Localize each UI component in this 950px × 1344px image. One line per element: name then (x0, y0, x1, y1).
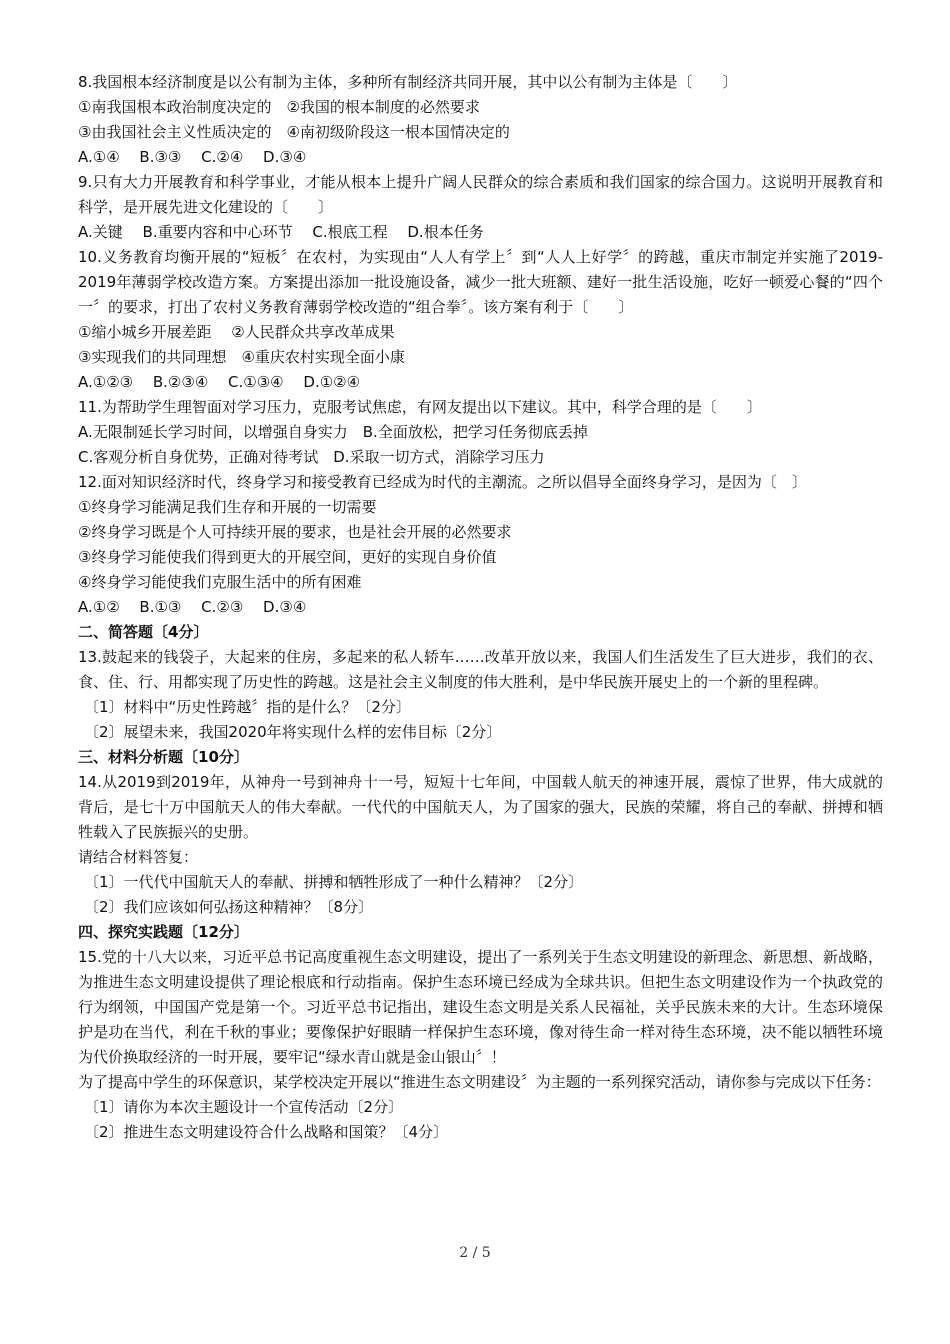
text-line: 为了提高中学生的环保意识，某学校决定开展以“推进生态文明建设〞为主题的一系列探究活动，请你参与完成以下任务： (78, 1073, 881, 1091)
text-line: 13.鼓起来的钱袋子，大起来的住房，多起来的私人轿车……改革开放以来，我国人们生活发生了巨大进步，我们的衣、食、住、行、用都实现了历史性的跨越。这是社会主义制度的伟大胜利，是中华民族开展史上的一个新的里程碑。 (78, 648, 883, 691)
text-line: ①南我国根本政治制度决定的 ②我国的根本制度的必然要求 (78, 98, 480, 116)
text-line: 〔1〕材料中“历史性跨越〞指的是什么？〔2分〕 (84, 698, 411, 716)
text-line: A.关键 B.重要内容和中心环节 C.根底工程 D.根本任务 (78, 223, 484, 241)
text-line: ③由我国社会主义性质决定的 ④南初级阶段这一根本国情决定的 (78, 123, 510, 141)
document-content (68, 70, 883, 1145)
text-line: 〔1〕请你为本次主题设计一个宣传活动〔2分〕 (84, 1098, 404, 1116)
text-line: 15.党的十八大以来，习近平总书记高度重视生态文明建设，提出了一系列关于生态文明建设的新理念、新思想、新战略，为推进生态文明建设提供了理论根底和行动指南。保护生态环境已经成为全球共识。但把生态文明建设作为一个执政党的行为纲领，中国国产党是第一个。习近平总书记指出，建设生态文明是关系人民福祉，关乎民族未来的大计。生态环境保护是功在当代，利在千秋的事业；要像保护好眼睛一样保护生态环境，像对待生命一样对待生态环境，决不能以牺牲环境为代价换取经济的一时开展，要牢记“绿水青山就是金山银山〞！ (78, 948, 883, 1066)
text-line: C.客观分析自身优势，正确对待考试 D.采取一切方式，消除学习压力 (78, 448, 545, 466)
section-heading: 三、材料分析题〔10分〕 (78, 748, 249, 766)
text-line: 〔1〕一代代中国航天人的奉献、拼搏和牺牲形成了一种什么精神？〔2分〕 (84, 873, 584, 891)
text-line: ③终身学习能使我们得到更大的开展空间，更好的实现自身价值 (78, 548, 497, 566)
text-line: 11.为帮助学生理智面对学习压力，克服考试焦虑，有网友提出以下建议。其中，科学合理的是〔 〕 (78, 398, 762, 416)
page-number: 2 / 5 (459, 1245, 491, 1261)
text-line: A.①②③ B.②③④ C.①③④ D.①②④ (78, 373, 361, 391)
text-line: 14.从2019到2019年，从神舟一号到神舟十一号，短短十七年间，中国载人航天的神速开展，震惊了世界，伟大成就的背后，是七十万中国航天人的伟大奉献。一代代的中国航天人，为了国家的强大，民族的荣耀，将自己的奉献、拼搏和牺牲载入了民族振兴的史册。 (78, 773, 883, 841)
text-line: 〔2〕我们应该如何弘扬这种精神？〔8分〕 (84, 898, 374, 916)
text-line: ①缩小城乡开展差距 ②人民群众共享改革成果 (78, 323, 395, 341)
text-line: 8.我国根本经济制度是以公有制为主体，多种所有制经济共同开展，其中以公有制为主体是〔 〕 (78, 73, 738, 91)
text-line: A.无限制延长学习时间，以增强自身实力 B.全面放松，把学习任务彻底丢掉 (78, 423, 588, 441)
text-line: ③实现我们的共同理想 ④重庆农村实现全面小康 (78, 348, 405, 366)
text-line: 请结合材料答复： (78, 848, 199, 866)
text-line: ④终身学习能使我们克服生活中的所有困难 (78, 573, 362, 591)
text-line: A.①② B.①③ C.②③ D.③④ (78, 598, 307, 616)
text-line: ①终身学习能满足我们生存和开展的一切需要 (78, 498, 377, 516)
text-line: 10.义务教育均衡开展的“短板〞在农村，为实现由“人人有学上〞到“人人上好学〞的跨越，重庆市制定并实施了2019-2019年薄弱学校改造方案。方案提出添加一批设施设备，减少一批大班额、建好一批生活设施，吃好一顿爱心餐的“四个一〞的要求，打出了农村义务教育薄弱学校改造的“组合拳〞。该方案有利于〔 〕 (78, 248, 883, 316)
text-line: 〔2〕展望未来，我国2020年将实现什么样的宏伟目标〔2分〕 (84, 723, 502, 741)
section-heading: 二、简答题〔4分〕 (78, 623, 209, 641)
section-heading: 四、探究实践题〔12分〕 (78, 923, 249, 941)
text-line: A.①④ B.③③ C.②④ D.③④ (78, 148, 307, 166)
text-line: 〔2〕推进生态文明建设符合什么战略和国策？〔4分〕 (84, 1123, 449, 1141)
text-line: ②终身学习既是个人可持续开展的要求，也是社会开展的必然要求 (78, 523, 512, 541)
text-line: 9.只有大力开展教育和科学事业，才能从根本上提升广阔人民群众的综合素质和我们国家的综合国力。这说明开展教育和科学，是开展先进文化建设的〔 〕 (78, 173, 883, 216)
text-line: 12.面对知识经济时代，终身学习和接受教育已经成为时代的主潮流。之所以倡导全面终身学习，是因为〔 〕 (78, 473, 807, 491)
